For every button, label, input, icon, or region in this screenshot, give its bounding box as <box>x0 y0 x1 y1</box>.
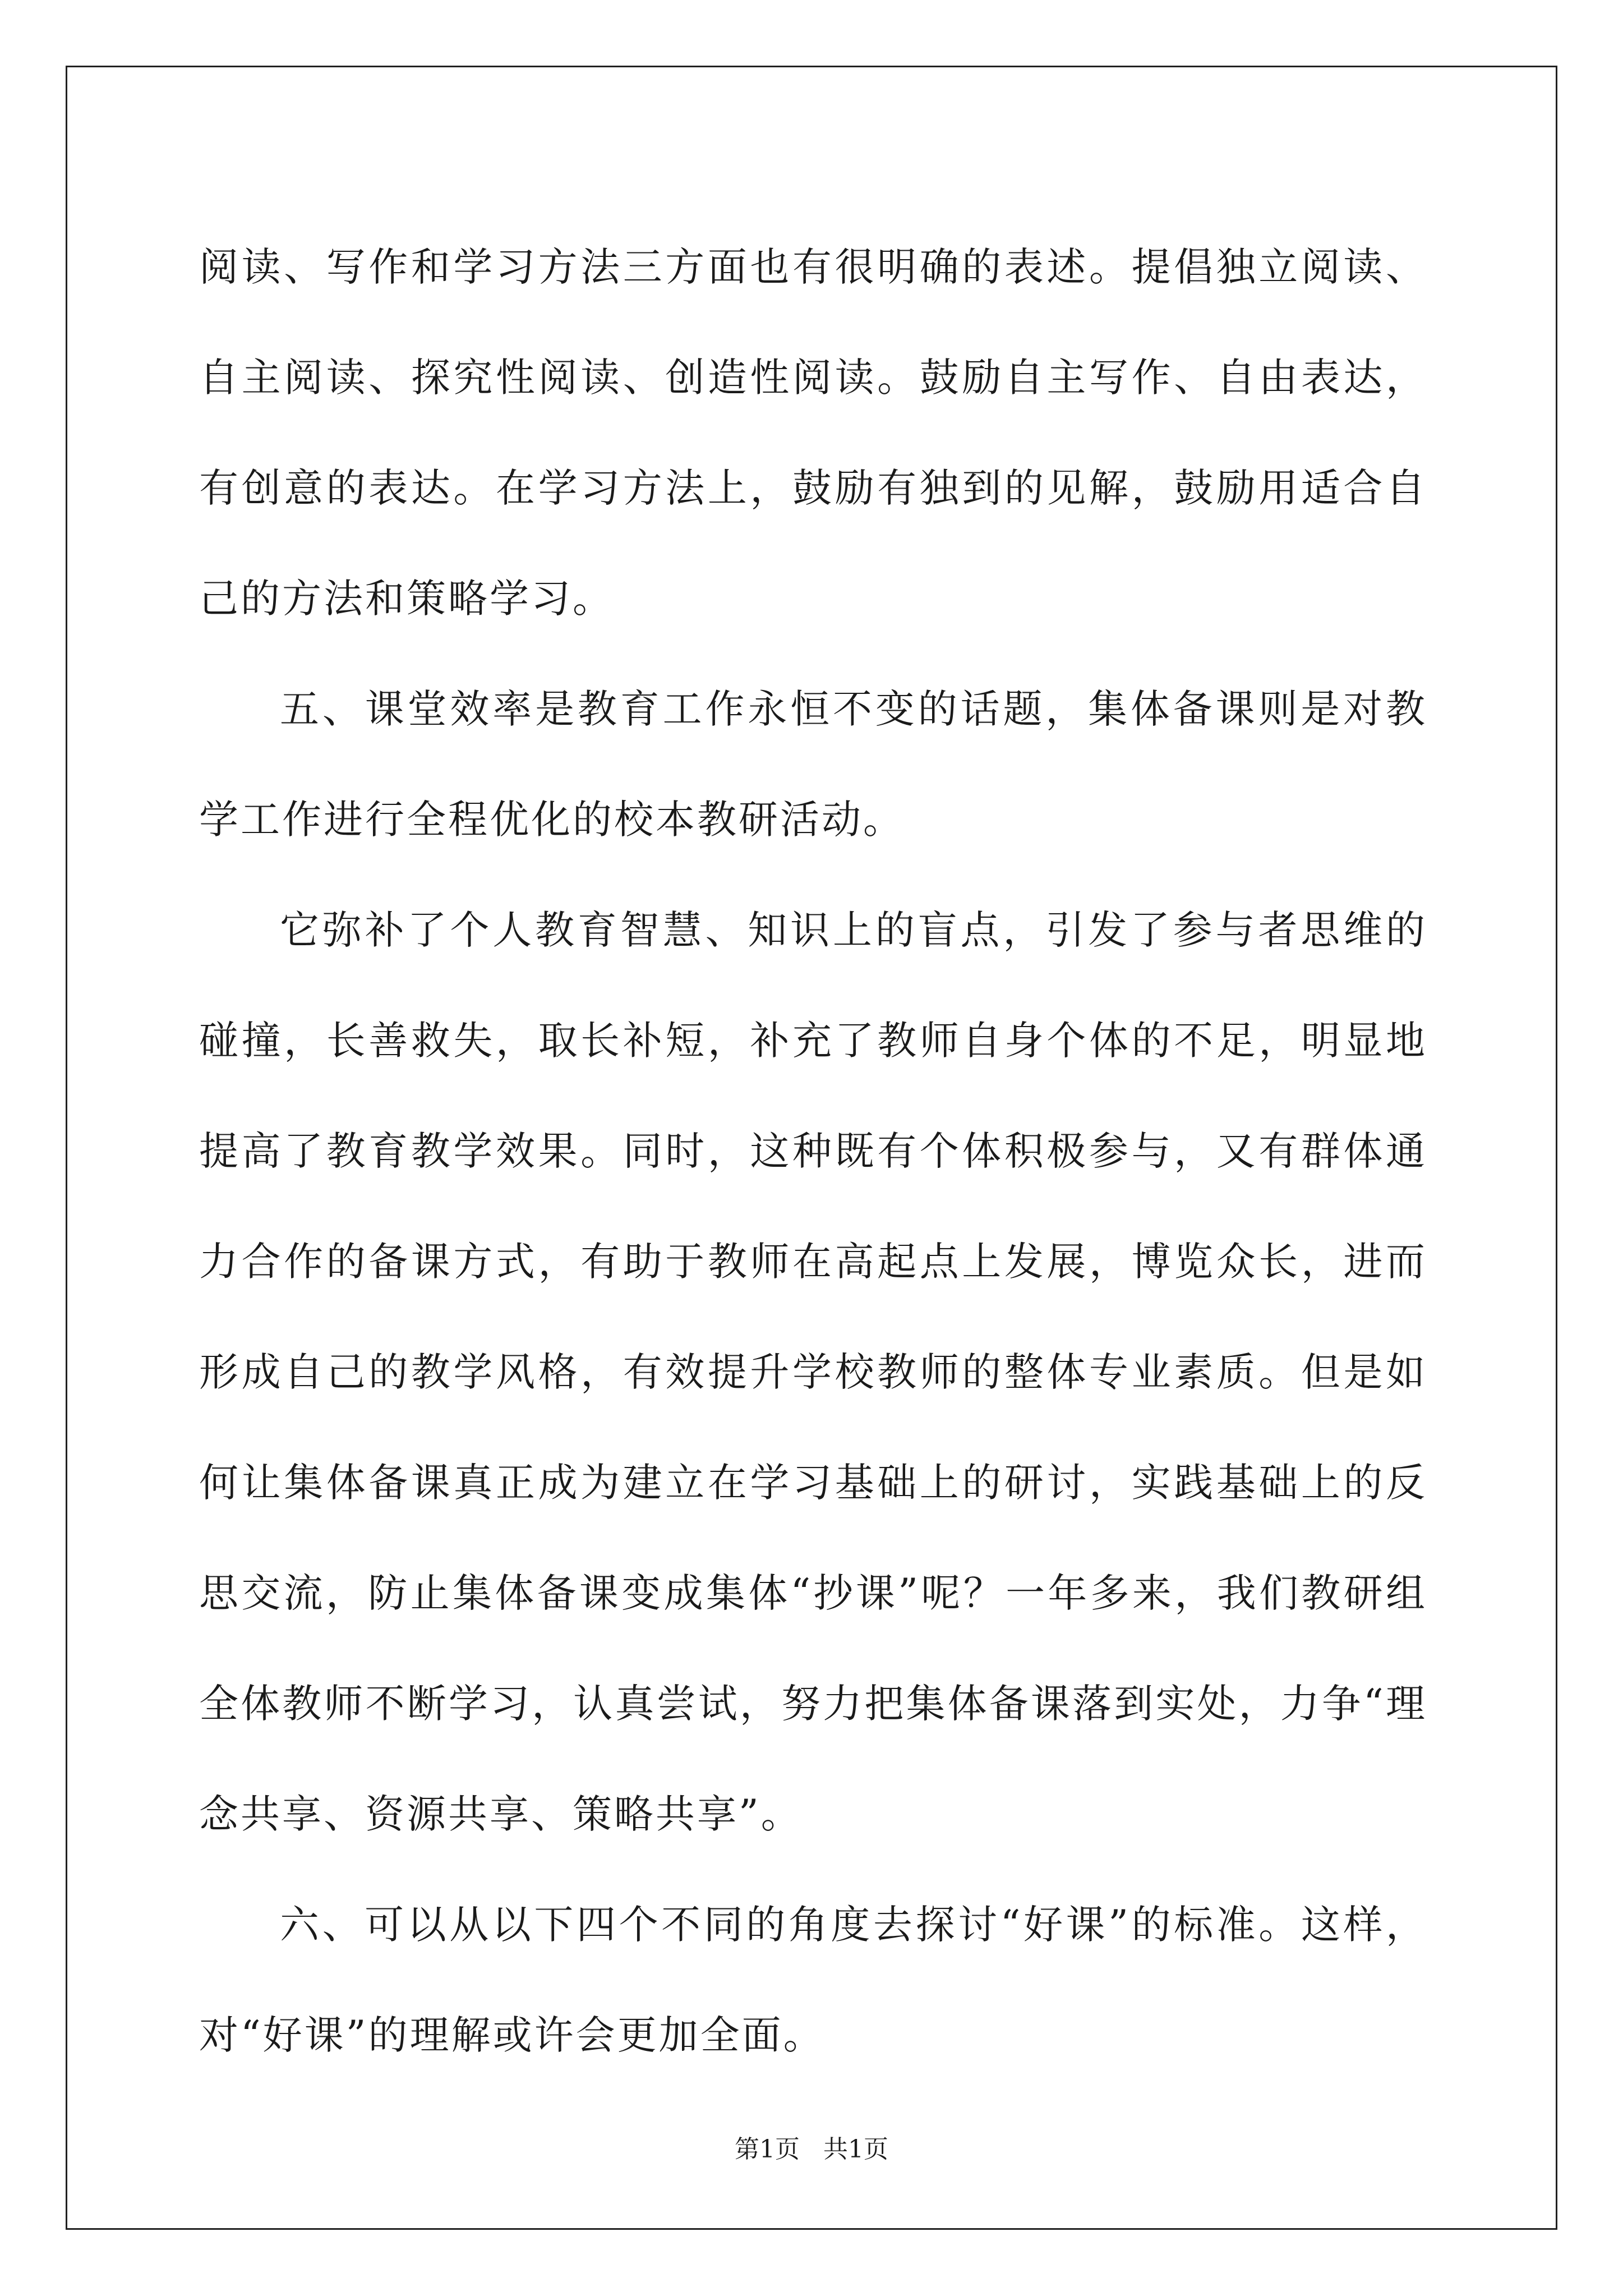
document-body <box>199 212 1427 2091</box>
paragraph-2: 五、课堂效率是教育工作永恒不变的话题，集体备课则是对教学工作进行全程优化的校本教研活动。 <box>199 686 1427 843</box>
page-number-footer: 第1页 共1页 <box>735 2135 888 2164</box>
paragraph-3: 它弥补了个人教育智慧、知识上的盲点，引发了参与者思维的碰撞，长善救失，取长补短，补充了教师自身个体的不足，明显地提高了教育教学效果。同时，这种既有个体积极参与，又有群体通力合作的备课方式，有助于教师在高起点上发展，博览众长，进而形成自己的教学风格，有效提升学校教师的整体专业素质。但是如何让集体备课真正成为建立在学习基础上的研讨，实践基础上的反思交流，防止集体备课变成集体“抄课”呢？一年多来，我们教研组全体教师不断学习，认真尝试，努力把集体备课落到实处，力争“理念共享、资源共享、策略共享”。 <box>199 907 1427 1837</box>
paragraph-1: 阅读、写作和学习方法三方面也有很明确的表述。提倡独立阅读、自主阅读、探究性阅读、创造性阅读。鼓励自主写作、自由表达，有创意的表达。在学习方法上，鼓励有独到的见解，鼓励用适合自己的方法和策略学习。 <box>199 244 1427 622</box>
paragraph-4: 六、可以从以下四个不同的角度去探讨“好课”的标准。这样，对“好课”的理解或许会更加全面。 <box>199 1902 1427 2058</box>
